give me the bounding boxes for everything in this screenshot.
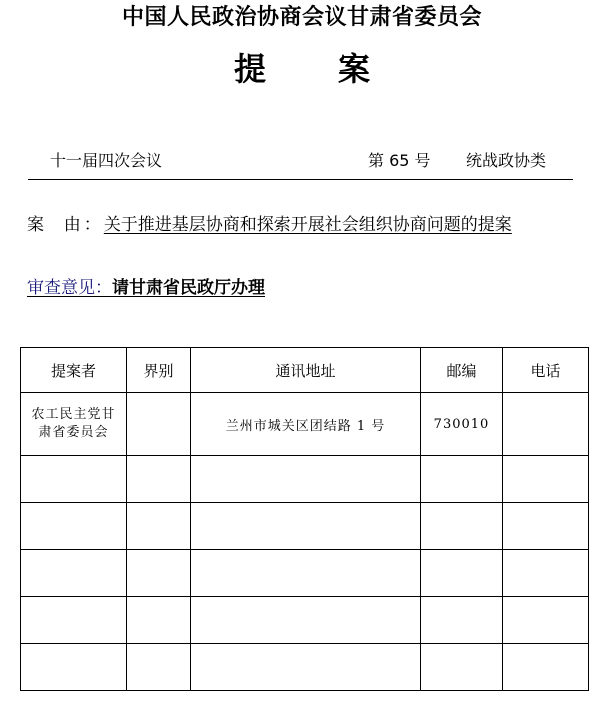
session-label: 十一届四次会议	[50, 151, 163, 170]
subject-line	[27, 210, 512, 235]
cell-proposer: 农工民主党甘肃省委员会	[21, 393, 127, 456]
cell-sector	[127, 597, 191, 644]
proposal-category: 统战政协类	[466, 151, 547, 170]
cell-proposer	[21, 456, 127, 503]
cell-postcode	[421, 597, 503, 644]
cell-sector	[127, 550, 191, 597]
cell-address	[191, 597, 421, 644]
cell-sector	[127, 456, 191, 503]
table-row	[21, 550, 589, 597]
cell-sector	[127, 644, 191, 691]
document-type-char-2: 案	[338, 50, 371, 88]
cell-proposer	[21, 644, 127, 691]
proposal-number: 第 65 号	[368, 151, 431, 170]
cell-postcode	[421, 644, 503, 691]
cell-proposer	[21, 550, 127, 597]
cell-address	[191, 456, 421, 503]
organization-title: 中国人民政治协商会议甘肃省委员会	[121, 4, 482, 30]
header-proposer: 提案者	[21, 348, 127, 393]
header-divider	[28, 179, 573, 180]
meta-row	[0, 148, 604, 172]
cell-phone	[503, 597, 589, 644]
header-sector: 界别	[127, 348, 191, 393]
table-row	[21, 393, 589, 456]
subject-label: 案 由：	[27, 215, 104, 235]
cell-sector	[127, 503, 191, 550]
table-header-row	[21, 348, 589, 393]
header-address: 通讯地址	[191, 348, 421, 393]
review-opinion-text: 请甘肃省民政厅办理	[112, 278, 265, 298]
subject-text: 关于推进基层协商和探索开展社会组织协商问题的提案	[103, 215, 512, 235]
cell-postcode	[421, 503, 503, 550]
table-row	[21, 644, 589, 691]
cell-postcode	[421, 456, 503, 503]
cell-phone	[503, 503, 589, 550]
table-row	[21, 597, 589, 644]
table-row	[21, 503, 589, 550]
cell-postcode	[421, 550, 503, 597]
document-type-title	[0, 44, 604, 90]
cell-phone	[503, 550, 589, 597]
review-opinion-label: 审查意见：	[27, 278, 112, 298]
cell-phone	[503, 456, 589, 503]
document-type-char-1: 提	[233, 50, 266, 88]
cell-proposer	[21, 597, 127, 644]
cell-postcode: 730010	[421, 393, 503, 456]
cell-phone	[503, 393, 589, 456]
cell-address	[191, 644, 421, 691]
cell-address	[191, 503, 421, 550]
cell-address	[191, 550, 421, 597]
cell-phone	[503, 644, 589, 691]
cell-proposer	[21, 503, 127, 550]
table-row	[21, 456, 589, 503]
proposer-table	[20, 347, 589, 691]
review-opinion-line	[27, 273, 265, 298]
cell-sector	[127, 393, 191, 456]
header-postcode: 邮编	[421, 348, 503, 393]
cell-address: 兰州市城关区团结路 1 号	[191, 393, 421, 456]
header-phone: 电话	[503, 348, 589, 393]
